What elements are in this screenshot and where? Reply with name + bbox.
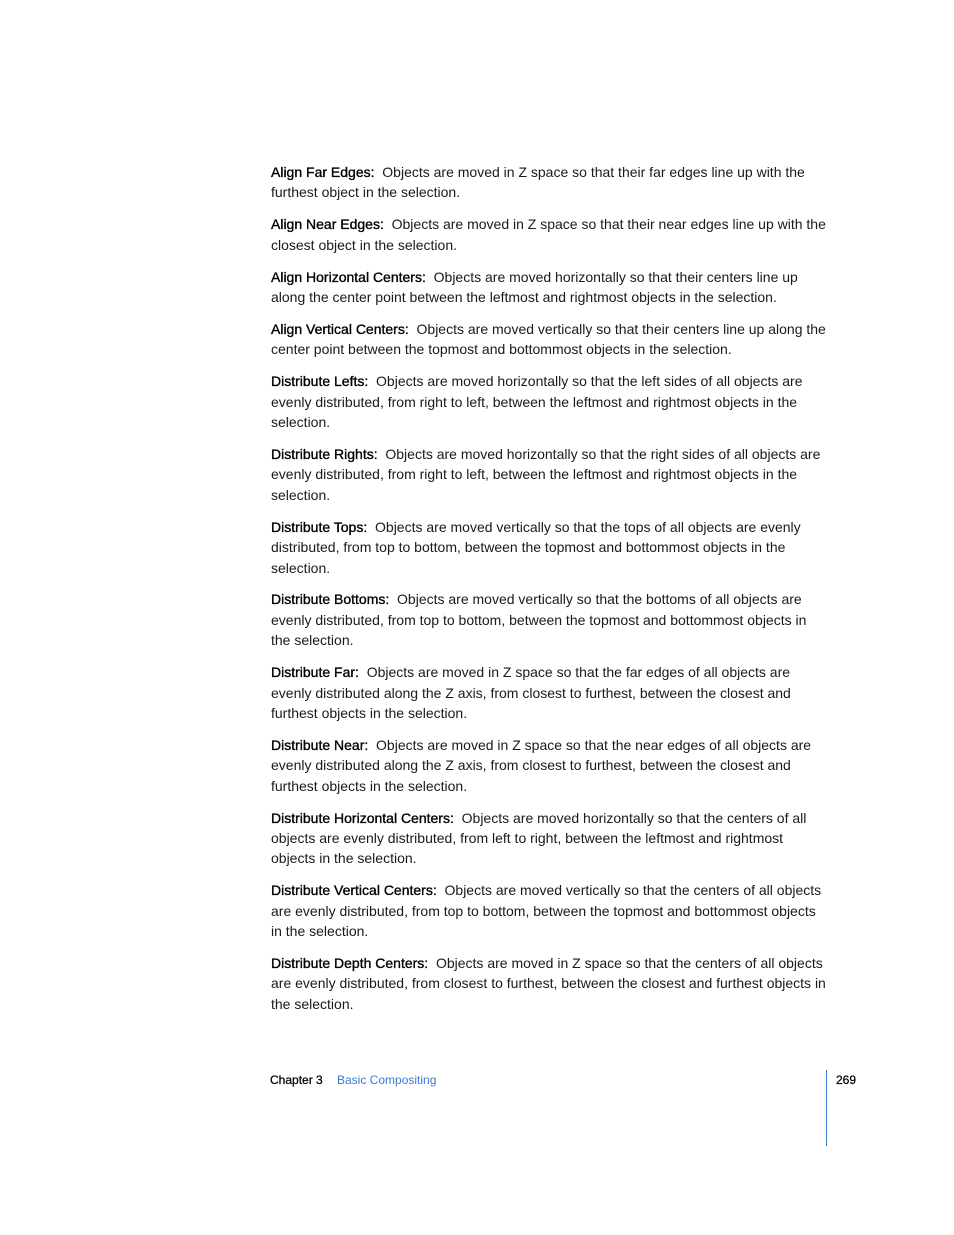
entry-distribute-depth-centers <box>271 953 827 1014</box>
entry-text: Objects are moved vertically so that their centers line up along the center point between the topmost and bottommost objects in the selection. <box>271 320 826 358</box>
footer-chapter-title: Basic Compositing <box>337 1073 437 1087</box>
entry-text: Objects are moved vertically so that the tops of all objects are evenly distributed, from top to bottom, between the topmost and bottommost objects in the selection. <box>271 518 801 576</box>
page-number: 269 <box>836 1073 857 1087</box>
entry-align-horizontal-centers <box>271 267 827 308</box>
entry-term: Distribute Vertical Centers: <box>271 882 437 899</box>
entry-term: Align Near Edges: <box>271 216 384 233</box>
entry-distribute-rights <box>271 444 827 505</box>
entry-distribute-near <box>271 735 827 796</box>
entry-align-near-edges <box>271 214 827 255</box>
entry-term: Align Vertical Centers: <box>271 320 409 337</box>
definition-list <box>271 162 827 1026</box>
entry-term: Distribute Bottoms: <box>271 591 390 608</box>
entry-term: Distribute Rights: <box>271 445 378 462</box>
entry-distribute-far <box>271 662 827 723</box>
entry-text: Objects are moved horizontally so that the centers of all objects are evenly distributed, from left to right, between the leftmost and rightmost objects in the selection. <box>271 809 807 867</box>
entry-term: Distribute Near: <box>271 736 369 753</box>
entry-text: Objects are moved in Z space so that the far edges of all objects are evenly distributed along the Z axis, from closest to furthest, between the closest and furthest objects in the selection. <box>271 664 791 721</box>
entry-align-vertical-centers <box>271 319 827 360</box>
entry-text: Objects are moved in Z space so that their near edges line up with the closest object in the selection. <box>271 216 826 253</box>
entry-term: Distribute Lefts: <box>271 373 369 390</box>
entry-text: Objects are moved vertically so that the centers of all objects are evenly distributed, from top to bottom, between the topmost and bottommost objects in the selection. <box>271 882 822 940</box>
footer-divider <box>826 1070 827 1146</box>
entry-text: Objects are moved horizontally so that the right sides of all objects are evenly distributed, from right to left, between the leftmost and rightmost objects in the selection. <box>271 445 821 503</box>
entry-text: Objects are moved horizontally so that their centers line up along the center point between the leftmost and rightmost objects in the selection. <box>271 268 798 306</box>
entry-term: Align Far Edges: <box>271 164 375 180</box>
entry-text: Objects are moved in Z space so that the centers of all objects are evenly distributed, from closest to furthest, between the closest and furthest objects in the selection. <box>271 955 826 1012</box>
entry-distribute-vertical-centers <box>271 880 827 941</box>
entry-text: Objects are moved horizontally so that the left sides of all objects are evenly distributed, from right to left, between the leftmost and rightmost objects in the selection. <box>271 373 803 431</box>
entry-text: Objects are moved vertically so that the bottoms of all objects are evenly distributed, from top to bottom, between the topmost and bottommost objects in the selection. <box>271 591 807 649</box>
entry-text: Objects are moved in Z space so that the near edges of all objects are evenly distributed along the Z axis, from closest to furthest, between the closest and furthest objects in the selection. <box>271 736 812 794</box>
entry-distribute-tops <box>271 517 827 578</box>
entry-text: Objects are moved in Z space so that their far edges line up with the furthest object in the selection. <box>271 164 805 201</box>
entry-term: Distribute Tops: <box>271 518 368 535</box>
entry-distribute-lefts <box>271 371 827 432</box>
entry-distribute-horizontal-centers <box>271 808 827 869</box>
entry-term: Align Horizontal Centers: <box>271 268 426 285</box>
footer-chapter-label: Chapter 3 <box>270 1073 323 1087</box>
entry-distribute-bottoms <box>271 589 827 650</box>
entry-term: Distribute Depth Centers: <box>271 955 429 971</box>
entry-align-far-edges <box>271 162 827 203</box>
entry-term: Distribute Far: <box>271 664 359 681</box>
entry-term: Distribute Horizontal Centers: <box>271 809 454 826</box>
